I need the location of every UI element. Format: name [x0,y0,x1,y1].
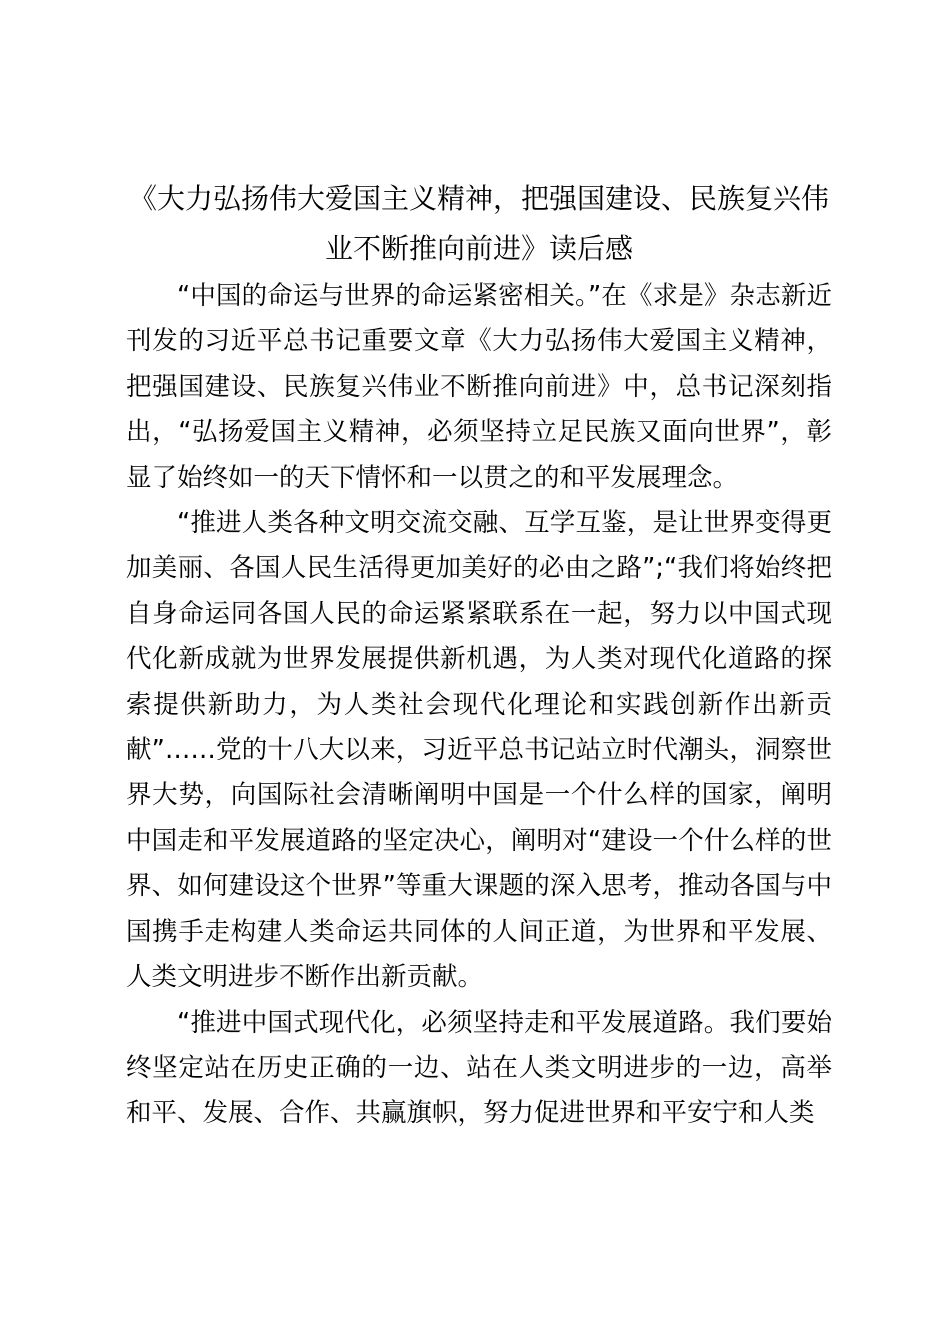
paragraph-1: “中国的命运与世界的命运紧密相关。”在《求是》杂志新近刊发的习近平总书记重要文章《大力弘扬伟大爱国主义精神，把强国建设、民族复兴伟业不断推向前进》中，总书记深刻指出，“弘扬爱国主义精神，必须坚持立足民族又面向世界”，彰显了始终如一的天下情怀和一以贯之的和平发展理念。 [126,281,832,493]
paragraph-3: “推进中国式现代化，必须坚持走和平发展道路。我们要始终坚定站在历史正确的一边、站在人类文明进步的一边，高举和平、发展、合作、共赢旗帜，努力促进世界和平安宁和人类 [126,1007,832,1129]
document-body [126,174,832,1137]
document-title: 《大力弘扬伟大爱国主义精神，把强国建设、民族复兴伟业不断推向前进》读后感 [128,182,829,265]
paragraph-2: “推进人类各种文明交流交融、互学互鉴，是让世界变得更加美丽、各国人民生活得更加美好的必由之路”;“我们将始终把自身命运同各国人民的命运紧紧联系在一起，努力以中国式现代化新成就为世界发展提供新机遇，为人类对现代化道路的探索提供新助力，为人类社会现代化理论和实践创新作出新贡献”……党的十八大以来，习近平总书记站立时代潮头，洞察世界大势，向国际社会清晰阐明中国是一个什么样的国家，阐明中国走和平发展道路的坚定决心，阐明对“建设一个什么样的世界、如何建设这个世界”等重大课题的深入思考，推动各国与中国携手走构建人类命运共同体的人间正道，为世界和平发展、人类文明进步不断作出新贡献。 [126,508,832,993]
